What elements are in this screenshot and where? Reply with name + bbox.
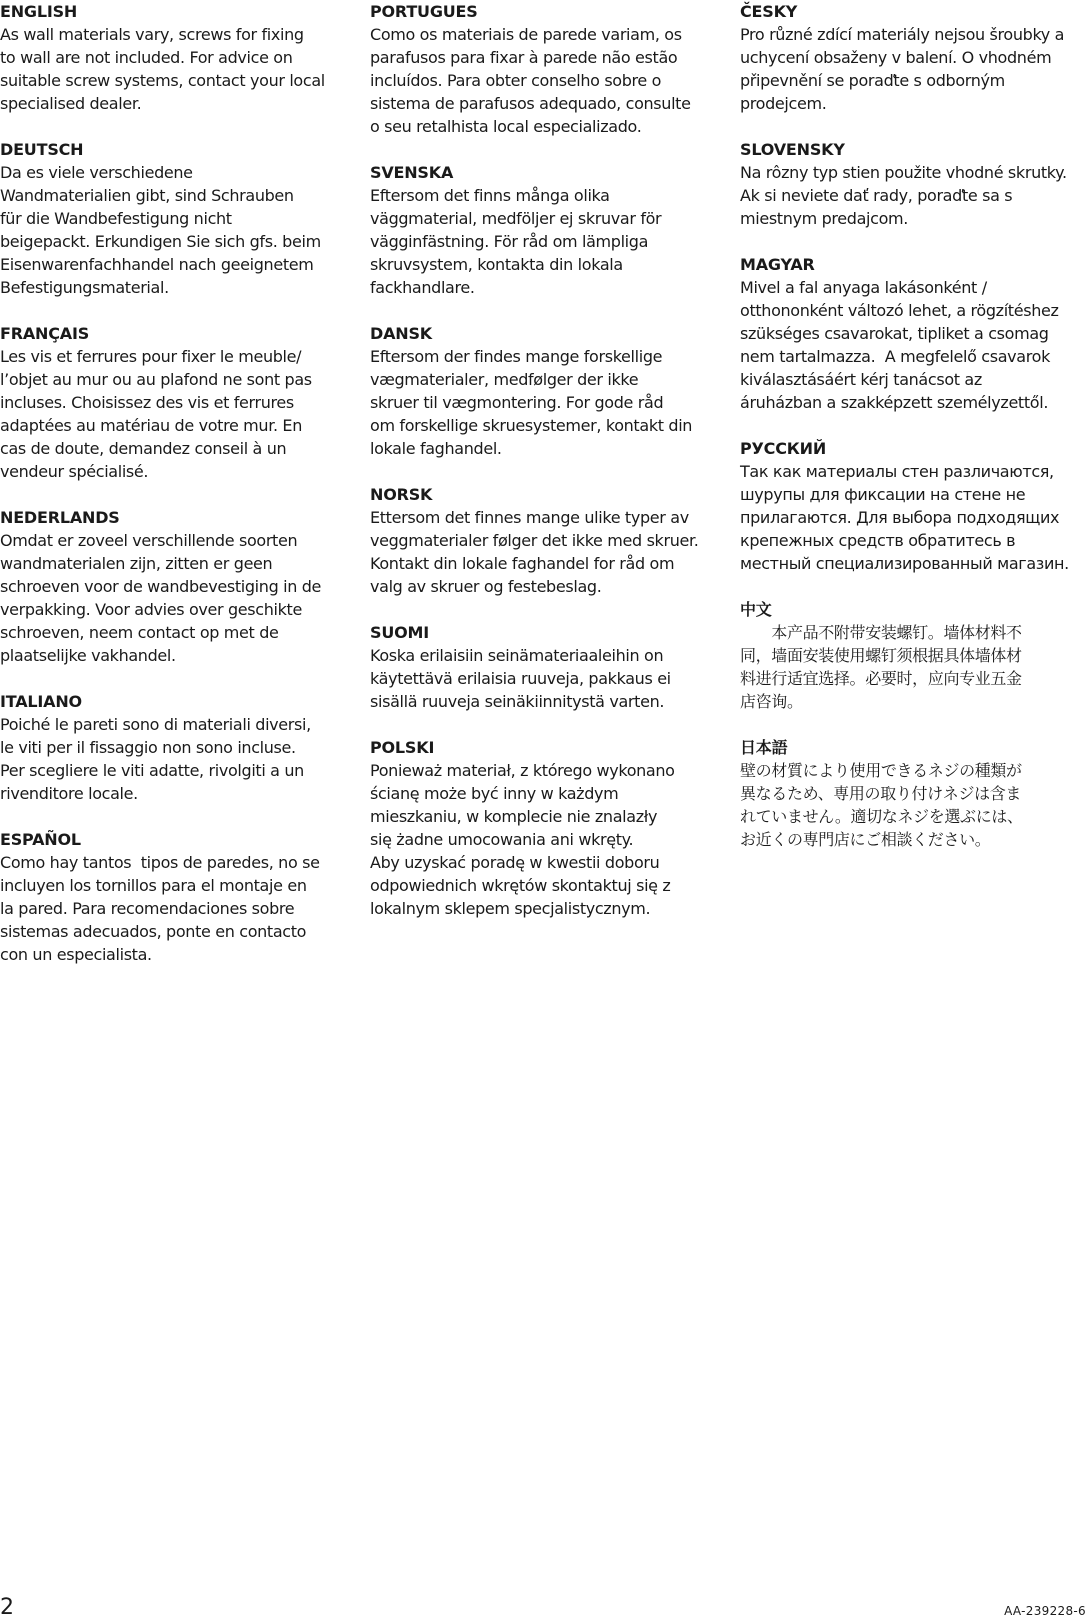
language-heading: РУССКИЙ [740, 439, 827, 458]
section-russkiy [740, 437, 1086, 575]
language-heading: MAGYAR [740, 255, 815, 274]
language-text: Omdat er zoveel verschillende soorten wandmaterialen zijn, zitten er geen schroeven voor de wandbevestiging in de verpakking. Voor advies over geschikte schroeven, neem contact op met de plaatselijke vakhandel. [0, 531, 322, 665]
language-text: Koska erilaisiin seinämateriaaleihin on käytettävä erilaisia ruuveja, pakkaus ei sisällä ruuveja seinäkiinnitystä varten. [370, 646, 671, 711]
language-heading: ESPAÑOL [0, 830, 81, 849]
section-italiano [0, 690, 345, 805]
language-text: Mivel a fal anyaga lakásonként / otthononként változó lehet, a rögzítéshez szükséges csavarokat, tipliket a csomag nem tartalmazza. A megfelelő csavarok kiválasztásáért kérj tanácsot az áruházban a szakképzett személyzettől. [740, 278, 1059, 412]
page-number: 2 [0, 1595, 14, 1620]
language-heading: PORTUGUES [370, 2, 478, 21]
language-heading: NEDERLANDS [0, 508, 120, 527]
language-text: Como os materiais de parede variam, os parafusos para fixar à parede não estão incluídos. Para obter conselho sobre o sistema de parafusos adequado, consulte o seu retalhista local especializado. [370, 25, 691, 136]
language-heading: FRANÇAIS [0, 324, 90, 343]
language-text: Eftersom det finns många olika väggmaterial, medföljer ej skruvar för vägginfästning. För råd om lämpliga skruvsystem, kontakta din lokala fackhandlare. [370, 186, 662, 297]
section-magyar [740, 253, 1086, 414]
section-norsk [370, 483, 715, 598]
language-heading: 中文 [740, 600, 772, 619]
section-slovensky [740, 138, 1086, 230]
section-zhongwen [740, 598, 1086, 713]
language-text: Poiché le pareti sono di materiali diversi, le viti per il fissaggio non sono incluse. Per scegliere le viti adatte, rivolgiti a un rivenditore locale. [0, 715, 311, 803]
language-heading: DANSK [370, 324, 432, 343]
text-column-3 [740, 0, 1086, 874]
section-cesky [740, 0, 1086, 115]
language-heading: ITALIANO [0, 692, 82, 711]
language-heading: NORSK [370, 485, 433, 504]
language-text: Les vis et ferrures pour fixer le meuble/ l’objet au mur ou au plafond ne sont pas incluses. Choisissez des vis et ferrures adaptées au matériau de votre mur. En cas de doute, demandez conseil à un vendeur spécialisé. [0, 347, 312, 481]
language-heading: POLSKI [370, 738, 435, 757]
language-text: Так как материалы стен различаются, шурупы для фиксации на стене не прилагаются. Для выбора подходящих крепежных средств обратитесь в местный специализированный магазин. [740, 462, 1069, 573]
language-heading: SLOVENSKY [740, 140, 845, 159]
language-heading: SUOMI [370, 623, 429, 642]
language-text: Eftersom der findes mange forskellige vægmaterialer, medfølger der ikke skruer til vægmontering. For gode råd om forskellige skruesystemer, kontakt din lokale faghandel. [370, 347, 693, 458]
language-text: Como hay tantos tipos de paredes, no se incluyen los tornillos para el montaje en la pared. Para recomendaciones sobre sistemas adecuados, ponte en contacto con un especialista. [0, 853, 320, 964]
language-heading: DEUTSCH [0, 140, 84, 159]
section-svenska [370, 161, 715, 299]
section-nederlands [0, 506, 345, 667]
section-suomi [370, 621, 715, 713]
language-heading: ČESKY [740, 2, 798, 21]
language-text: Ettersom det finnes mange ulike typer av veggmaterialer følger det ikke med skruer. Kontakt din lokale faghandel for råd om valg av skruer og festebeslag. [370, 508, 699, 596]
section-espanol [0, 828, 345, 966]
language-text: 本产品不附带安装螺钉。墙体材料不 同，墙面安装使用螺钉须根据具体墙体材 料进行适宜选择。必要时，应向专业五金 店咨询。 [740, 623, 1022, 711]
section-english [0, 0, 345, 115]
language-heading: SVENSKA [370, 163, 454, 182]
language-heading: 日本語 [740, 738, 788, 757]
document-code: AA-239228-6 [1004, 1604, 1086, 1618]
language-text: 壁の材質により使用できるネジの種類が 異なるため、専用の取り付けネジは含ま れていません。適切なネジを選ぶには、 お近くの専門店にご相談ください。 [740, 761, 1023, 849]
text-column-2 [370, 0, 715, 943]
text-column-1 [0, 0, 345, 989]
section-deutsch [0, 138, 345, 299]
language-text: Pro různé zdící materiály nejsou šroubky a uchycení obsaženy v balení. O vhodném připevnění se poraďte s odborným prodejcem. [740, 25, 1065, 113]
section-nihongo [740, 736, 1086, 851]
language-text: As wall materials vary, screws for fixing to wall are not included. For advice on suitable screw systems, contact your local specialised dealer. [0, 25, 325, 113]
section-portugues [370, 0, 715, 138]
section-polski [370, 736, 715, 920]
language-text: Da es viele verschiedene Wandmaterialien gibt, sind Schrauben für die Wandbefestigung nicht beigepackt. Erkundigen Sie sich gfs. beim Eisenwarenfachhandel nach geeignetem Befestigungsmaterial. [0, 163, 321, 297]
section-francais [0, 322, 345, 483]
language-text: Na rôzny typ stien použite vhodné skrutky. Ak si neviete dať rady, poraďte sa s miestnym predajcom. [740, 163, 1067, 228]
section-dansk [370, 322, 715, 460]
language-text: Ponieważ materiał, z którego wykonano ścianę może być inny w każdym mieszkaniu, w komplecie nie znalazły się żadne umocowania ani wkręty. Aby uzyskać poradę w kwestii doboru odpowiednich wkrętów skontaktuj się z lokalnym sklepem specjalistycznym. [370, 761, 675, 918]
language-heading: ENGLISH [0, 2, 78, 21]
